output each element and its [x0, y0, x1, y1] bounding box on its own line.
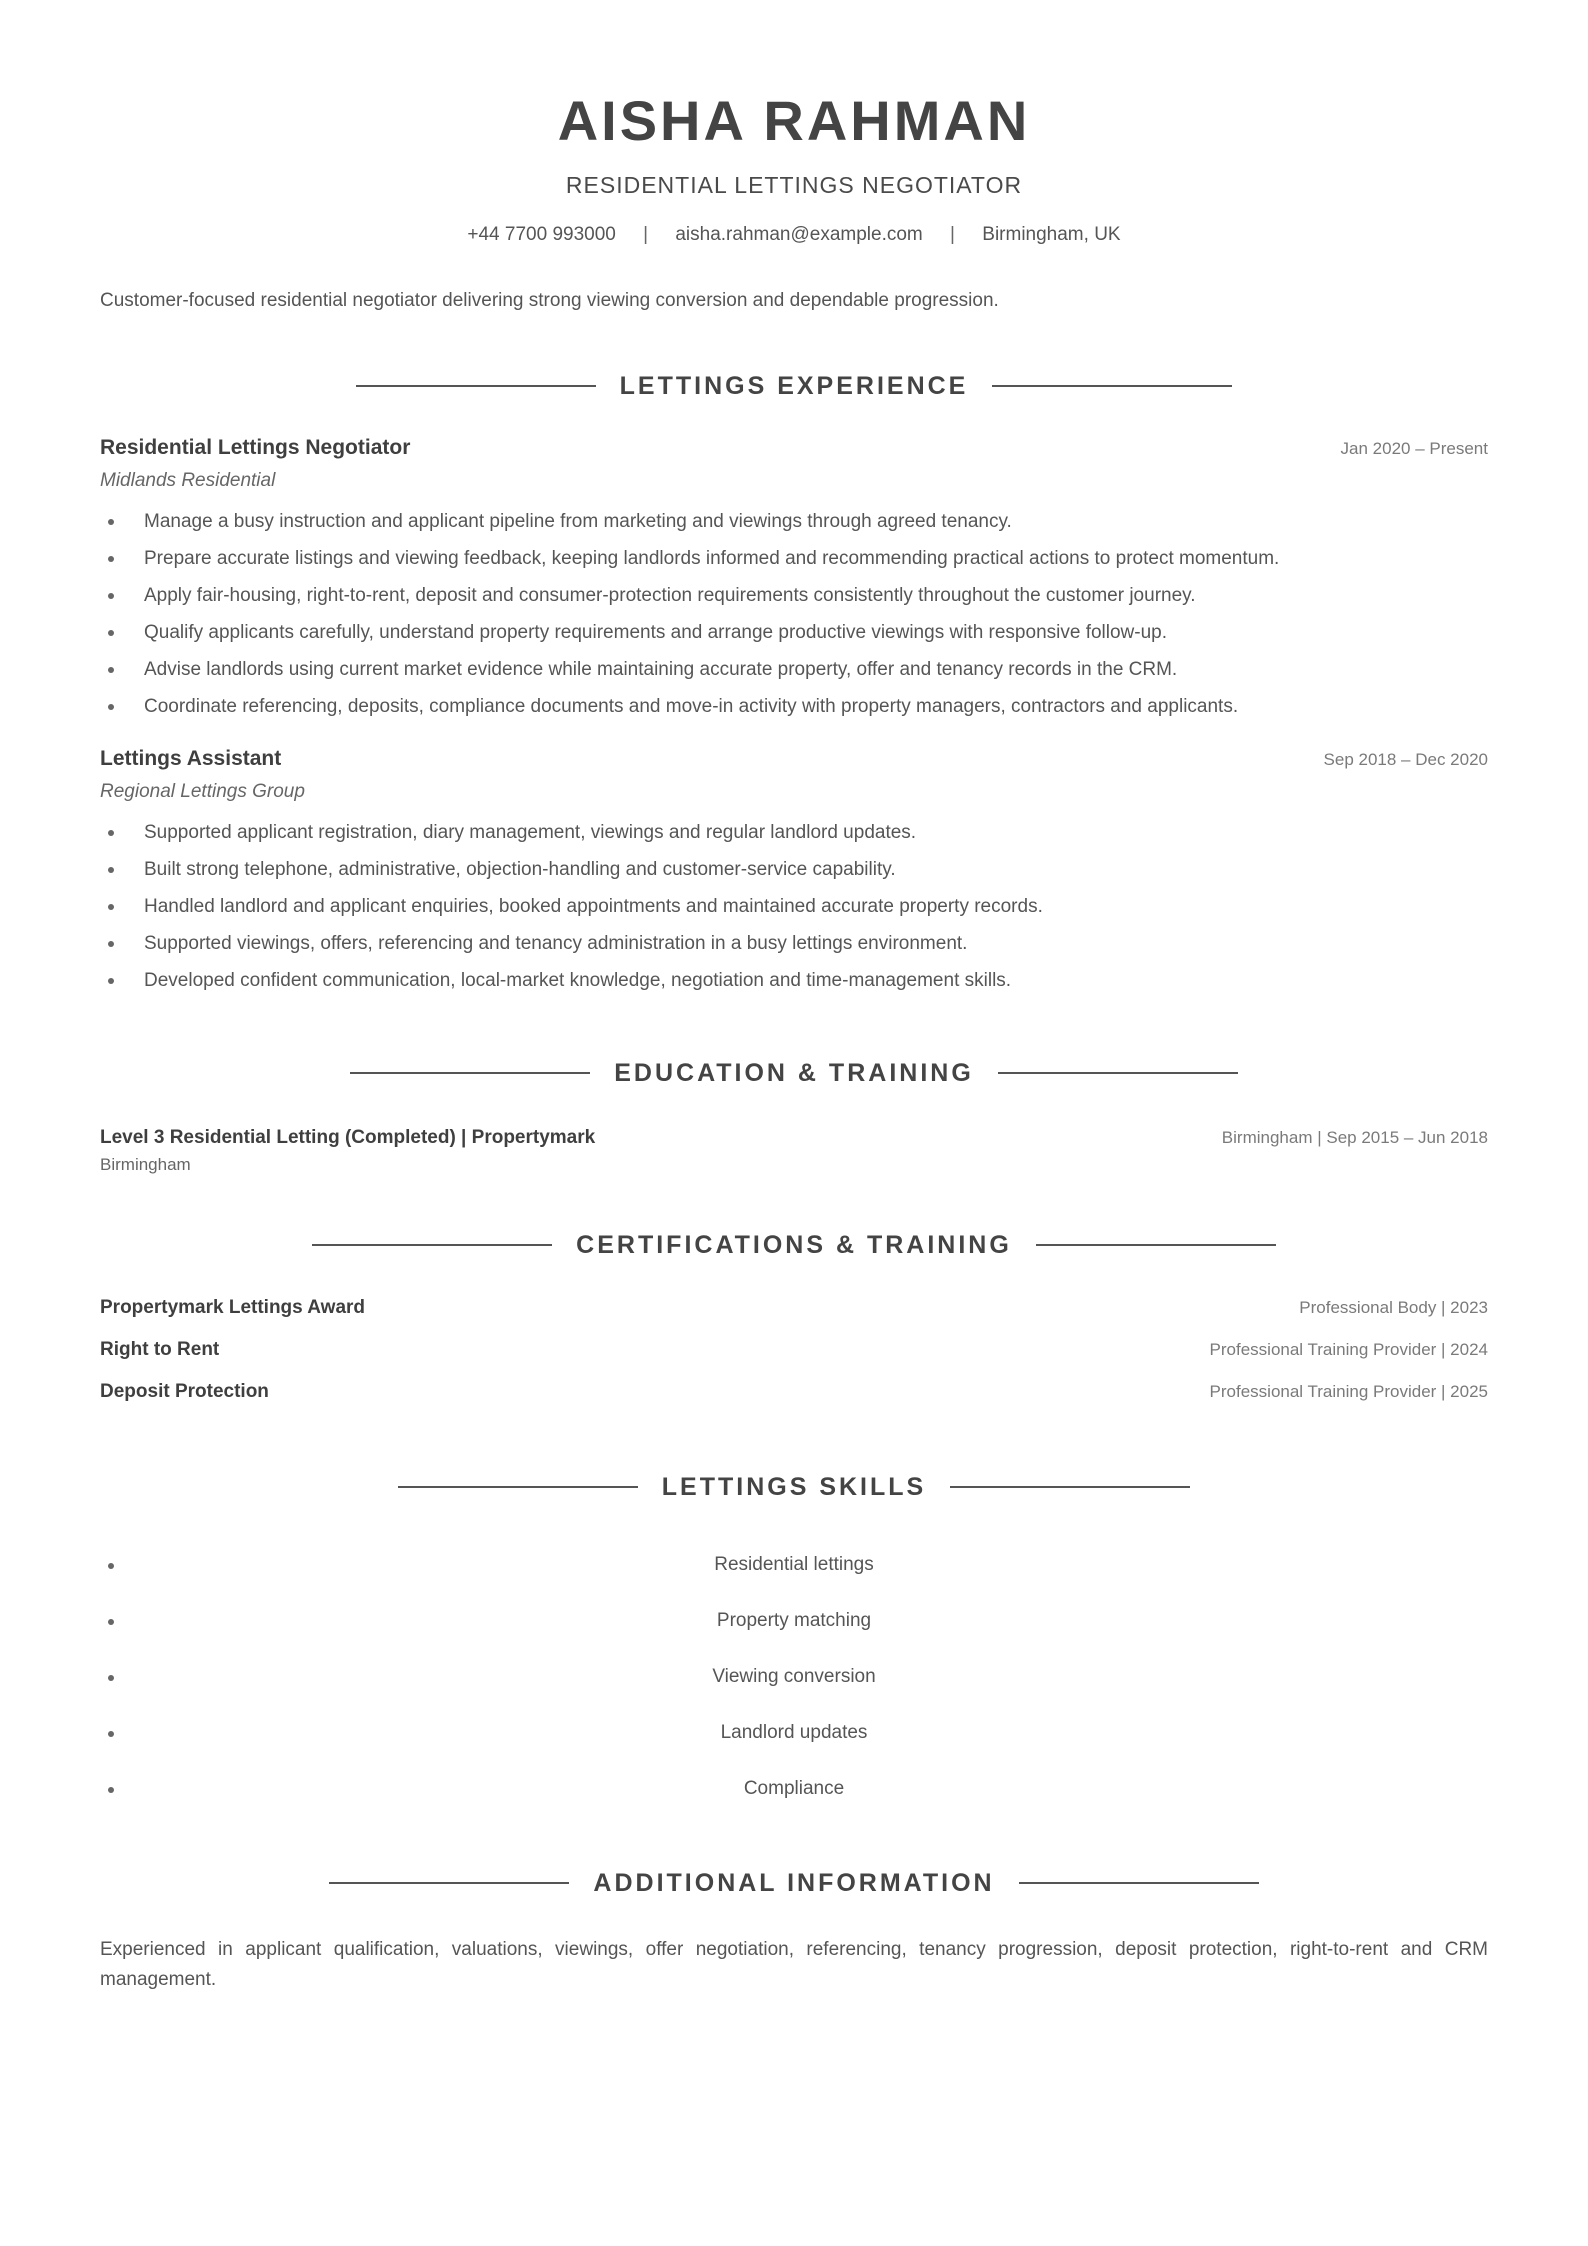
profile-summary: Customer-focused residential negotiator delivering strong viewing conversion and dependable progression.	[100, 290, 999, 311]
bullet-icon	[108, 704, 114, 710]
bullet-icon	[108, 1619, 114, 1625]
section-title: EDUCATION & TRAINING	[614, 1058, 974, 1087]
job-entry	[100, 436, 1488, 725]
certification-list	[100, 1297, 1488, 1423]
job-bullet: Supported applicant registration, diary management, viewings and regular landlord updates.	[100, 814, 1488, 851]
certification-item	[100, 1339, 1488, 1381]
bullet-icon	[108, 630, 114, 636]
job-bullet: Prepare accurate listings and viewing feedback, keeping landlords informed and recommending practical actions to protect momentum.	[100, 540, 1488, 577]
certification-name: Propertymark Lettings Award	[100, 1297, 366, 1318]
heading-rule	[992, 385, 1232, 387]
bullet-icon	[108, 667, 114, 673]
heading-rule	[1036, 1244, 1276, 1246]
section-heading-skills	[100, 1471, 1488, 1503]
job-bullet: Advise landlords using current market evidence while maintaining accurate property, offer and tenancy records in the CRM.	[100, 651, 1488, 688]
skill-item: Compliance	[100, 1761, 1488, 1817]
bullet-icon	[108, 593, 114, 599]
job-bullet: Qualify applicants carefully, understand property requirements and arrange productive viewings with responsive follow-up.	[100, 614, 1488, 651]
job-company: Midlands Residential	[100, 470, 276, 491]
job-title: Residential Lettings Negotiator	[100, 436, 411, 459]
heading-rule	[398, 1486, 638, 1488]
job-entry	[100, 747, 1488, 999]
section-heading-certifications	[100, 1229, 1488, 1261]
job-bullet: Built strong telephone, administrative, objection-handling and customer-service capability.	[100, 851, 1488, 888]
section-heading-experience	[100, 370, 1488, 402]
bullet-icon	[108, 941, 114, 947]
additional-information-text: Experienced in applicant qualification, valuations, viewings, offer negotiation, referencing, tenancy progression, deposit protection, right-to-rent and CRM management.	[100, 1939, 1488, 1990]
bullet-icon	[108, 867, 114, 873]
bullet-icon	[108, 556, 114, 562]
heading-rule	[329, 1882, 569, 1884]
section-title: LETTINGS EXPERIENCE	[619, 371, 969, 400]
heading-rule	[356, 385, 596, 387]
bullet-icon	[108, 519, 114, 525]
job-bullet: Handled landlord and applicant enquiries, booked appointments and maintained accurate property records.	[100, 888, 1488, 925]
contact-line	[100, 222, 1488, 248]
job-bullet: Apply fair-housing, right-to-rent, deposit and consumer-protection requirements consistently throughout the customer journey.	[100, 577, 1488, 614]
contact-separator: |	[950, 224, 955, 245]
heading-rule	[350, 1072, 590, 1074]
education-entry	[100, 1127, 1488, 1175]
certification-meta: Professional Training Provider | 2025	[1209, 1382, 1488, 1401]
skill-item: Viewing conversion	[100, 1649, 1488, 1705]
certification-meta: Professional Body | 2023	[1299, 1298, 1488, 1317]
job-bullet: Coordinate referencing, deposits, compliance documents and move-in activity with property managers, contractors and applicants.	[100, 688, 1488, 725]
section-heading-additional	[100, 1867, 1488, 1899]
job-dates: Sep 2018 – Dec 2020	[1323, 750, 1488, 769]
job-title: Lettings Assistant	[100, 747, 282, 770]
bullet-icon	[108, 1675, 114, 1681]
skill-item: Landlord updates	[100, 1705, 1488, 1761]
job-company: Regional Lettings Group	[100, 781, 305, 802]
certification-item	[100, 1381, 1488, 1423]
contact-location: Birmingham, UK	[982, 224, 1121, 245]
job-bullet: Developed confident communication, local-market knowledge, negotiation and time-management skills.	[100, 962, 1488, 999]
heading-rule	[950, 1486, 1190, 1488]
job-bullets	[100, 503, 1488, 725]
bullet-icon	[108, 904, 114, 910]
section-heading-education	[100, 1057, 1488, 1089]
certification-name: Right to Rent	[100, 1339, 220, 1360]
skills-list	[100, 1537, 1488, 1817]
bullet-icon	[108, 1787, 114, 1793]
contact-separator: |	[643, 224, 649, 245]
contact-email: aisha.rahman@example.com	[675, 224, 923, 245]
education-meta: Birmingham | Sep 2015 – Jun 2018	[1221, 1128, 1488, 1147]
job-bullets	[100, 814, 1488, 999]
candidate-title: RESIDENTIAL LETTINGS NEGOTIATOR	[565, 172, 1023, 198]
certification-name: Deposit Protection	[100, 1381, 269, 1402]
skill-item: Property matching	[100, 1593, 1488, 1649]
heading-rule	[1019, 1882, 1259, 1884]
certification-meta: Professional Training Provider | 2024	[1209, 1340, 1488, 1359]
job-dates: Jan 2020 – Present	[1340, 439, 1488, 458]
contact-phone: +44 7700 993000	[467, 224, 616, 245]
section-title: LETTINGS SKILLS	[661, 1472, 927, 1501]
heading-rule	[998, 1072, 1238, 1074]
bullet-icon	[108, 1731, 114, 1737]
bullet-icon	[108, 978, 114, 984]
bullet-icon	[108, 1563, 114, 1569]
section-title: CERTIFICATIONS & TRAINING	[576, 1230, 1012, 1259]
bullet-icon	[108, 830, 114, 836]
education-title: Level 3 Residential Letting (Completed) | Propertymark	[100, 1127, 596, 1148]
education-location: Birmingham	[100, 1155, 191, 1174]
heading-rule	[312, 1244, 552, 1246]
skill-item: Residential lettings	[100, 1537, 1488, 1593]
job-bullet: Manage a busy instruction and applicant pipeline from marketing and viewings through agreed tenancy.	[100, 503, 1488, 540]
job-bullet: Supported viewings, offers, referencing and tenancy administration in a busy lettings environment.	[100, 925, 1488, 962]
certification-item	[100, 1297, 1488, 1339]
candidate-name: AISHA RAHMAN	[557, 89, 1031, 152]
section-title: ADDITIONAL INFORMATION	[593, 1868, 995, 1897]
